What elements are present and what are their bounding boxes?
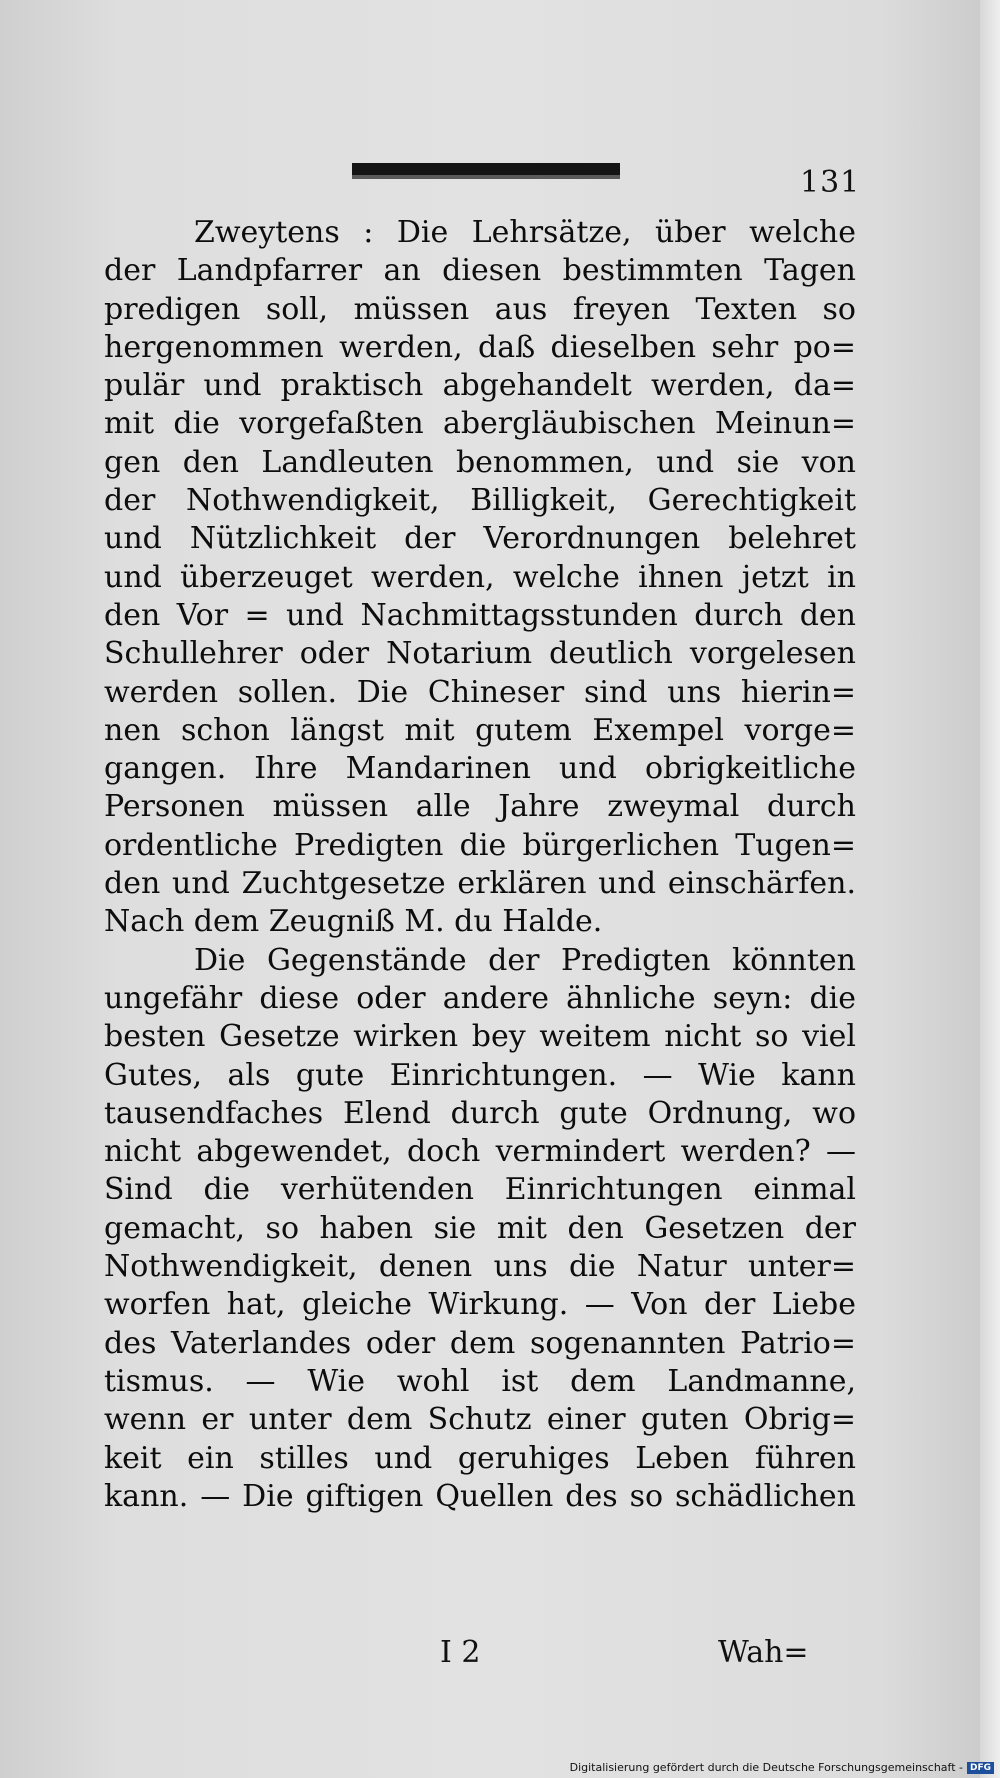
text-line: den Vor = und Nachmittagsstunden durch den: [104, 597, 856, 633]
text-line: Gutes, als gute Einrichtungen. — Wie kann: [104, 1057, 856, 1093]
digitization-credit: [570, 1761, 994, 1774]
text-line: Zweytens : Die Lehrsätze, über welche: [194, 215, 856, 250]
signature-mark: I 2: [440, 1635, 481, 1670]
page-number: 131: [800, 165, 861, 200]
text-line: worfen hat, gleiche Wirkung. — Von der Liebe: [104, 1287, 856, 1323]
text-line: des Vaterlandes oder dem sogenannten Patrio=: [104, 1325, 856, 1361]
text-line: gen den Landleuten benommen, und sie von: [104, 444, 856, 480]
text-line: hergenommen werden, daß dieselben sehr po=: [104, 329, 856, 365]
text-line: besten Gesetze wirken bey weitem nicht so viel: [104, 1019, 856, 1055]
text-line: Sind die verhütenden Einrichtungen einmal: [104, 1172, 856, 1208]
text-line: wenn er unter dem Schutz einer guten Obrig=: [104, 1402, 856, 1438]
text-line: nen schon längst mit gutem Exempel vorge=: [104, 712, 856, 748]
text-line: gemacht, so haben sie mit den Gesetzen der: [104, 1210, 856, 1246]
text-line: kann. — Die giftigen Quellen des so schädlichen: [104, 1478, 856, 1514]
text-line: Nach dem Zeugniß M. du Halde.: [104, 904, 603, 940]
text-line: pulär und praktisch abgehandelt werden, da=: [104, 368, 856, 404]
text-line: tismus. — Wie wohl ist dem Landmanne,: [104, 1363, 856, 1399]
dfg-logo: DFG: [967, 1762, 994, 1774]
text-line: der Nothwendigkeit, Billigkeit, Gerechtigkeit: [104, 483, 856, 519]
text-line: tausendfaches Elend durch gute Ordnung, wo: [104, 1095, 856, 1131]
text-line: ordentliche Predigten die bürgerlichen Tugen=: [104, 827, 856, 863]
text-line: Die Gegenstände der Predigten könnten: [194, 942, 856, 978]
text-line: Nothwendigkeit, denen uns die Natur unter=: [104, 1249, 856, 1285]
body-text: [104, 214, 856, 1516]
text-line: gangen. Ihre Mandarinen und obrigkeitliche: [104, 751, 856, 787]
text-line: Schullehrer oder Notarium deutlich vorgelesen: [104, 636, 856, 672]
text-line: ungefähr diese oder andere ähnliche seyn: die: [104, 980, 856, 1016]
text-line: und überzeuget werden, welche ihnen jetzt in: [104, 559, 856, 595]
text-line: werden sollen. Die Chineser sind uns hierin=: [104, 674, 856, 710]
text-line: keit ein stilles und geruhiges Leben führen: [104, 1440, 856, 1476]
text-line: den und Zuchtgesetze erklären und einschärfen.: [104, 866, 856, 902]
catchword: Wah=: [718, 1635, 809, 1670]
text-line: der Landpfarrer an diesen bestimmten Tagen: [104, 253, 856, 289]
text-line: nicht abgewendet, doch vermindert werden? —: [104, 1134, 856, 1170]
text-line: Personen müssen alle Jahre zweymal durch: [104, 789, 856, 825]
text-line: predigen soll, müssen aus freyen Texten so: [104, 291, 856, 327]
text-line: und Nützlichkeit der Verordnungen belehret: [104, 521, 856, 557]
page-gutter: [980, 0, 1000, 1778]
text-line: mit die vorgefaßten abergläubischen Meinun=: [104, 406, 856, 442]
credit-text: Digitalisierung gefördert durch die Deutsche Forschungsgemeinschaft -: [569, 1761, 963, 1774]
header-rule: [352, 163, 620, 179]
